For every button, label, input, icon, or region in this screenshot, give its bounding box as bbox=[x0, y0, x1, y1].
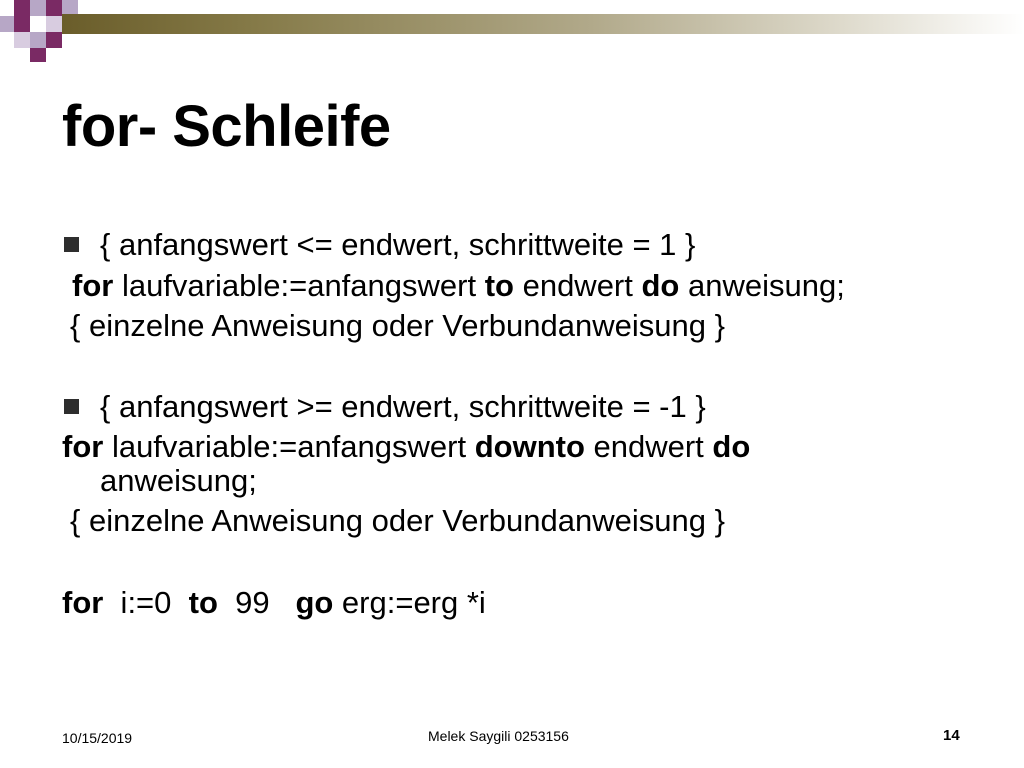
keyword-downto: downto bbox=[474, 429, 585, 464]
bullet-square-icon bbox=[64, 399, 79, 414]
code-fragment: erg:=erg *i bbox=[333, 585, 486, 620]
code-fragment: endwert bbox=[513, 268, 642, 303]
keyword-do: do bbox=[641, 268, 680, 303]
bullet-square-icon bbox=[64, 237, 79, 252]
example-code-line bbox=[62, 585, 486, 621]
code-fragment: laufvariable:=anfangswert bbox=[113, 268, 485, 303]
slide-title: for- Schleife bbox=[62, 94, 391, 159]
footer-author: Melek Saygili 0253156 bbox=[428, 728, 569, 744]
keyword-for: for bbox=[72, 268, 114, 303]
bullet-1-code-line bbox=[72, 268, 845, 304]
keyword-do: do bbox=[712, 429, 751, 464]
keyword-to: to bbox=[188, 585, 218, 620]
footer-page-number: 14 bbox=[943, 727, 960, 744]
keyword-for: for bbox=[62, 429, 104, 464]
bullet-2-code-line bbox=[62, 429, 750, 465]
bullet-2-text: { anfangswert >= endwert, schrittweite = -1 } bbox=[100, 389, 706, 424]
keyword-for: for bbox=[62, 585, 104, 620]
bullet-1-text: { anfangswert <= endwert, schrittweite = 1 } bbox=[100, 227, 696, 262]
code-fragment: 99 bbox=[217, 585, 296, 620]
code-fragment: endwert bbox=[584, 429, 713, 464]
code-fragment: laufvariable:=anfangswert bbox=[103, 429, 475, 464]
keyword-go: go bbox=[295, 585, 334, 620]
keyword-to: to bbox=[484, 268, 514, 303]
footer-date: 10/15/2019 bbox=[62, 730, 133, 746]
bullet-1-comment: { einzelne Anweisung oder Verbundanweisung } bbox=[70, 308, 725, 343]
code-fragment: i:=0 bbox=[103, 585, 189, 620]
bullet-2-comment: { einzelne Anweisung oder Verbundanweisung } bbox=[70, 503, 725, 538]
code-fragment: anweisung; bbox=[679, 268, 845, 303]
bullet-2-code-continuation: anweisung; bbox=[100, 463, 257, 498]
